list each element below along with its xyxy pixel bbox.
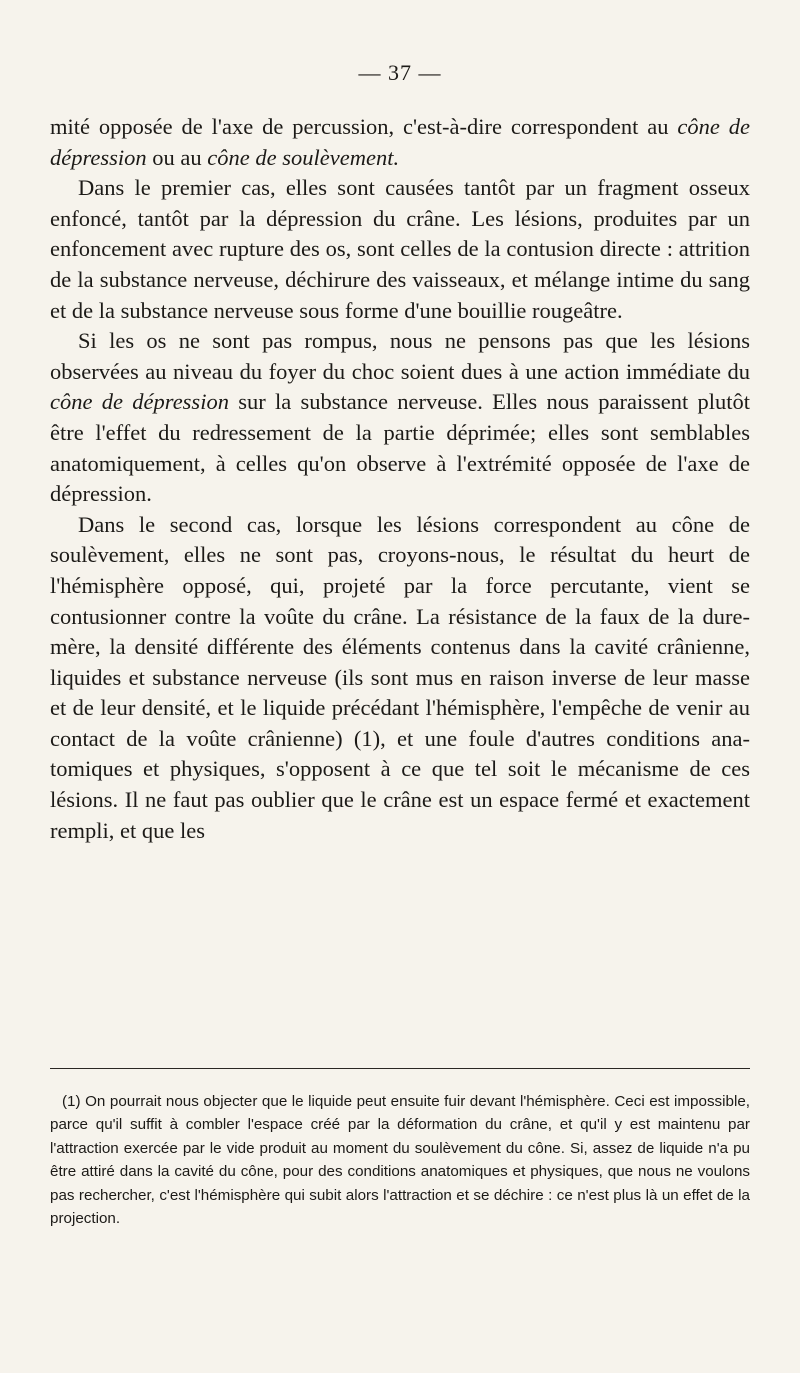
text-segment: Dans le premier cas, elles sont causées tantôt par un fragment osseux enfoncé, tantôt par la dépression du crâne. Les lésions, produites par un enfoncement avec rupture des os, sont celles de la contusion directe : attrition de la substance nerveuse, déchirure des vaisseaux, et mélange intime du sang et de la substance nerveuse sous forme d'une bouillie rougeâtre. [50, 175, 750, 323]
text-segment: Si les os ne sont pas rompus, nous ne pensons pas que les lésions observées au niveau du foyer du choc soient dues à une action immédiate du [50, 328, 750, 384]
footnote: (1) On pourrait nous objecter que le liquide peut ensuite fuir devant l'hémisphère. Ceci est impossible, parce qu'il suffit à combler l'espace créé par la déformation du crâne, et qu'il y est maintenu par l'attraction exercée par le vide produit au moment du soulèvement du cône. Si, assez de liquide n'a pu être attiré dans la cavité du cône, pour des conditions anatomiques et physiques, que nous ne voulons pas rechercher, c'est l'hémisphère qui subit alors l'attraction et se déchire : ce n'est plus là un effet de la projection. [50, 1093, 750, 1228]
footnote-separator [50, 1068, 750, 1069]
italic-term: cône de dépression [50, 389, 229, 415]
paragraph-3 [50, 326, 750, 510]
text-segment: Dans le second cas, lorsque les lésions correspondent au cône de soulèvement, elles ne sont pas, croyons-nous, le résultat du heurt de l'hémisphère opposé, qui, projeté par la force percutante, vient se contusionner contre la voûte du crâne. La résistance de la faux de la dure-mère, la densité différente des éléments contenus dans la cavité crânienne, liquides et substance nerveuse (ils sont mus en raison inverse de leur masse et de leur densité, et le liquide précédant l'hémisphère, l'empêche de venir au contact de la voûte crânienne) (1), et une foule d'autres conditions anatomiques et physiques, s'opposent à ce que tel soit le mécanisme de ces lésions. Il ne faut pas oublier que le crâne est un espace fermé et exactement rempli, et que les [50, 511, 750, 843]
paragraph-1 [50, 112, 750, 173]
page-number: — 37 — [358, 60, 442, 85]
paragraph-4 [50, 510, 750, 847]
paragraph-2 [50, 173, 750, 326]
italic-term: cône de dépression [50, 114, 750, 170]
text-segment: sur la substance nerveuse. Elles nous paraissent plutôt être l'effet du redressement de la partie déprimée; elles sont semblables anatomiquement, à celles qu'on observe à l'extrémité opposée de l'axe de dépression. [50, 389, 750, 507]
text-segment: mité opposée de l'axe de percussion, c'est-à-dire correspondent au [50, 114, 678, 139]
text-segment: ou au [146, 144, 208, 170]
italic-term: cône de soulèvement. [207, 144, 400, 170]
main-text [50, 112, 750, 846]
